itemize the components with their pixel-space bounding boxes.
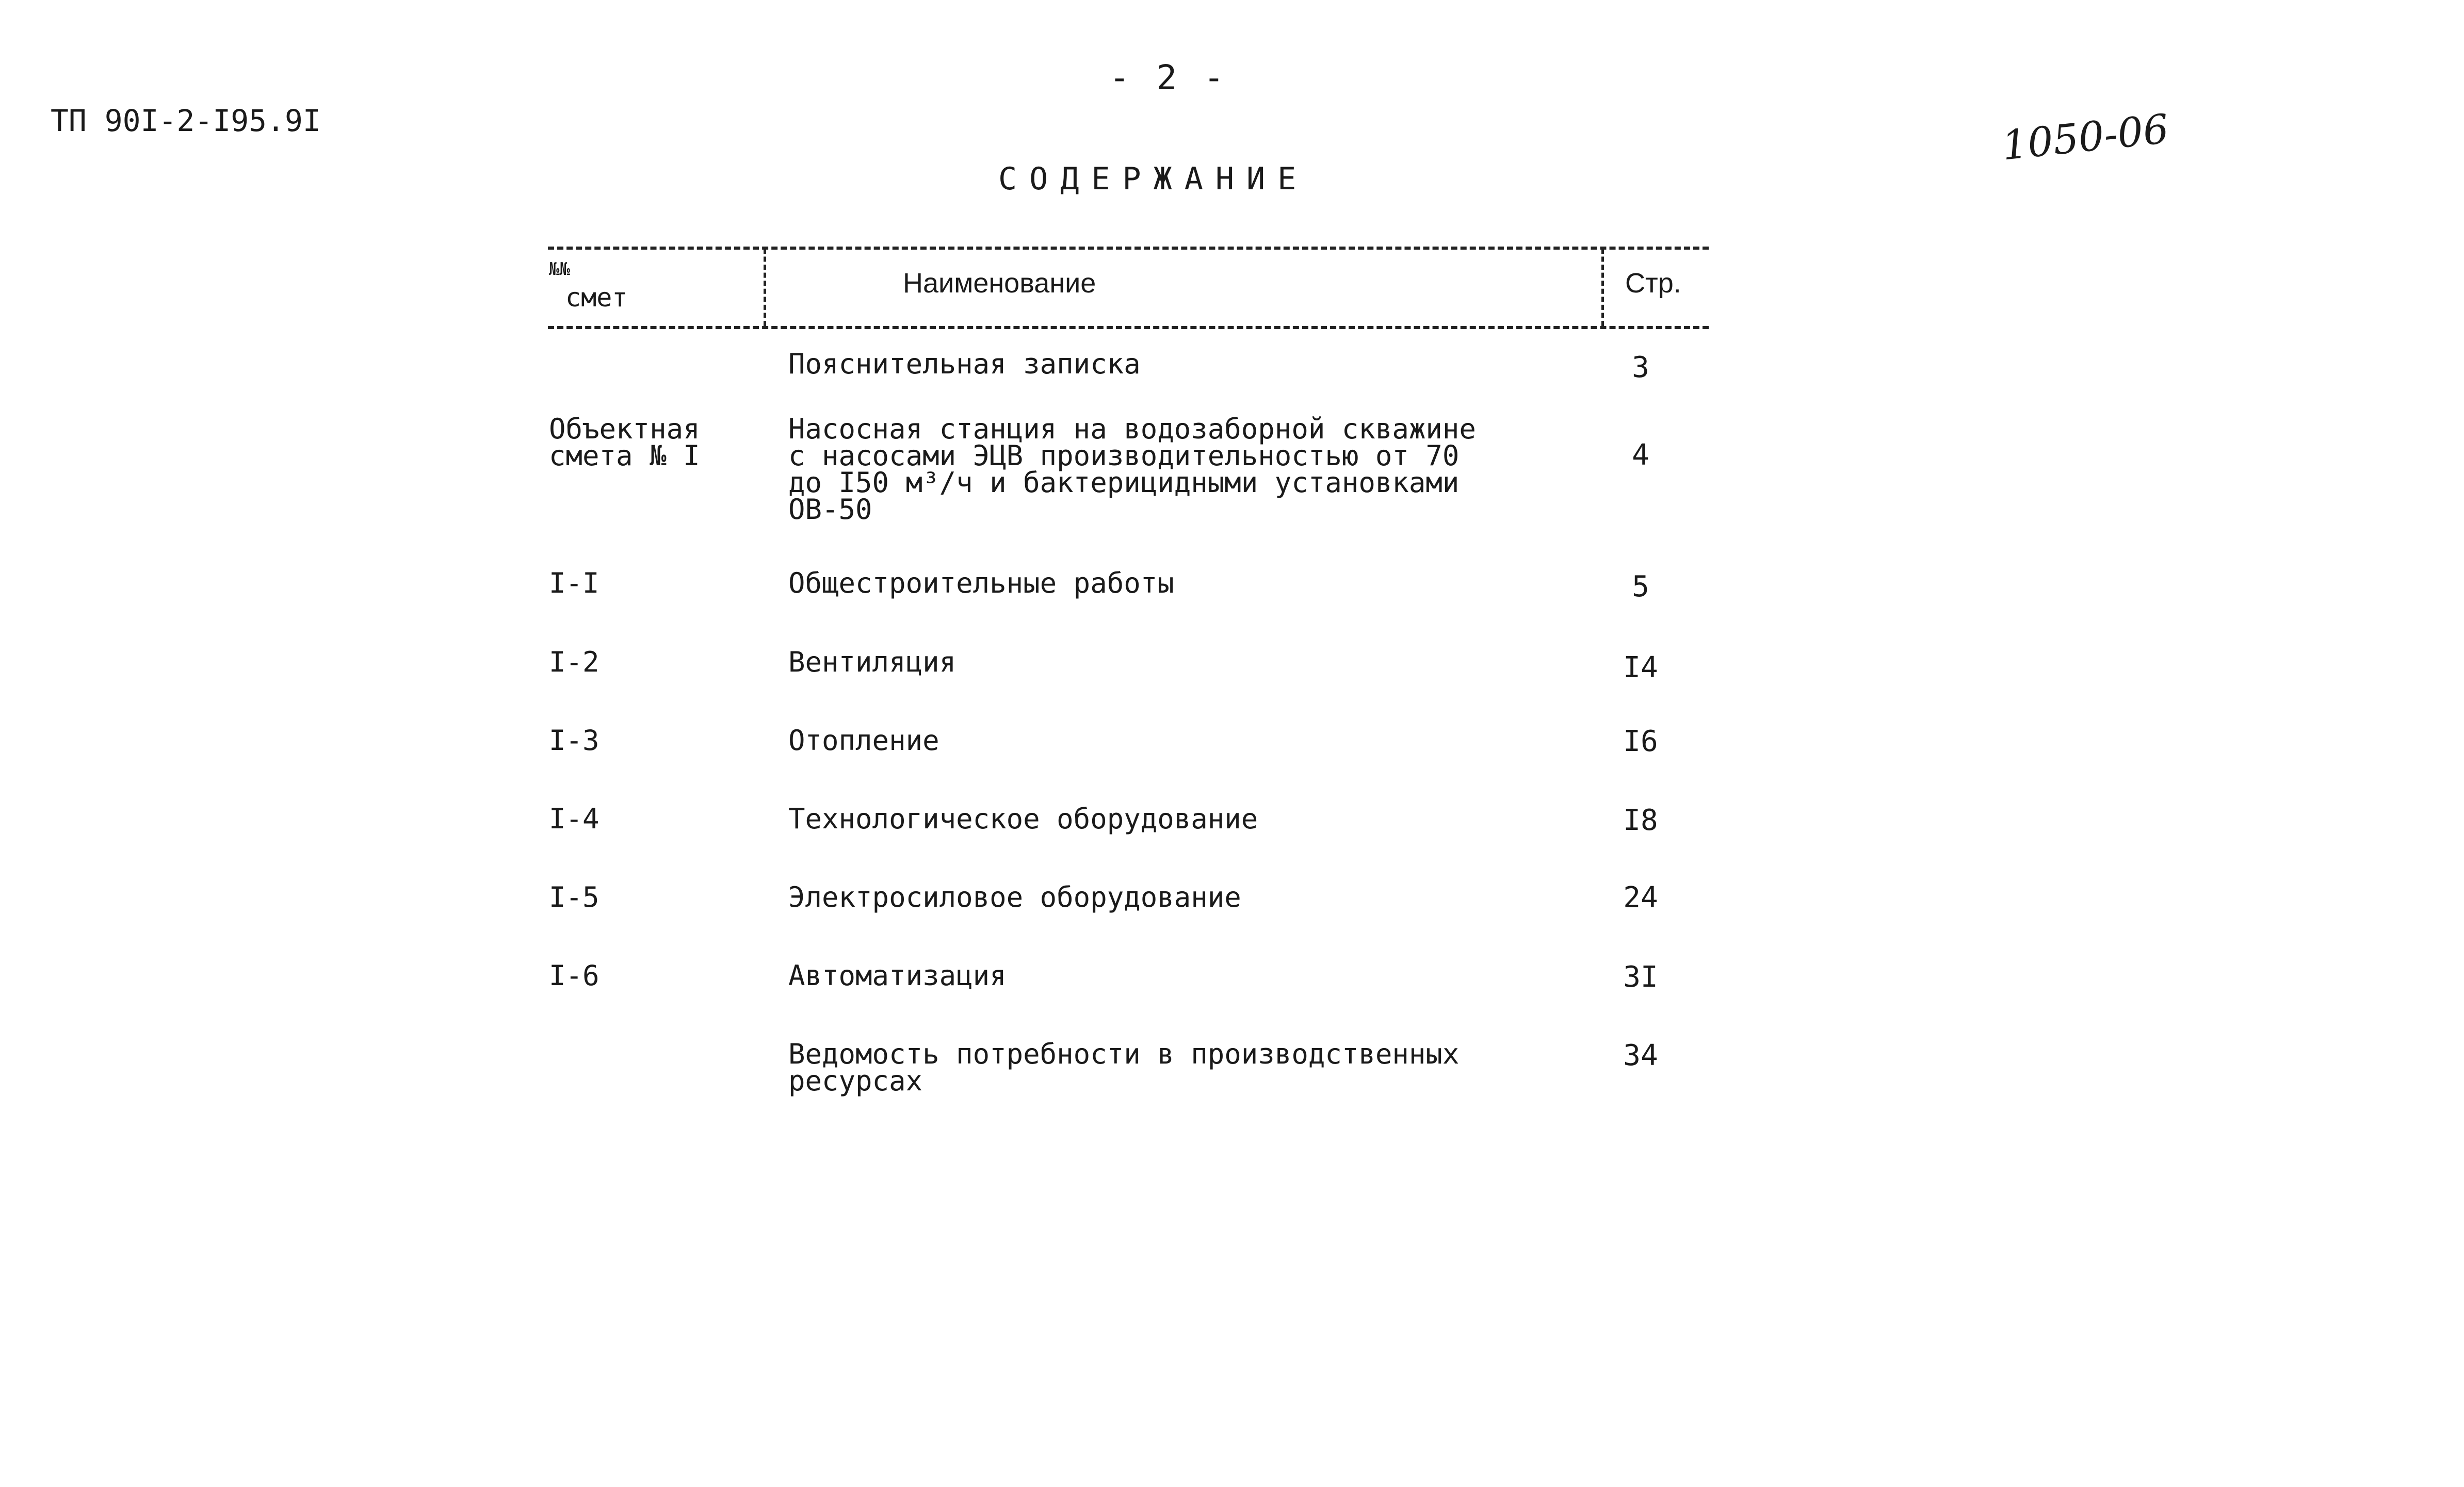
row-name: Отопление [788, 724, 939, 757]
row-code: I-6 [549, 959, 599, 992]
page-number: - 2 - [1109, 58, 1227, 97]
row-page: 3 [1632, 351, 1649, 384]
row-name: Насосная станция на водозаборной скважине с насосами ЭЦВ производительностью от 70 до I50 м³/ч и бактерицидными установками ОВ-50 [788, 413, 1476, 526]
row-name: Пояснительная записка [788, 348, 1141, 380]
row-page: 34 [1623, 1039, 1658, 1072]
row-name: Автоматизация [788, 959, 1007, 992]
row-code: I-I [549, 567, 599, 599]
column-divider [1601, 249, 1604, 326]
row-page: 3I [1623, 960, 1658, 994]
page-title: СОДЕРЖАНИЕ [998, 161, 1309, 197]
table-header-rule [548, 326, 1709, 329]
column-header-number: №№ [549, 259, 570, 280]
row-code: Объектная смета № I [549, 413, 700, 472]
document-code: ТП 90I-2-I95.9I [51, 103, 321, 138]
row-name: Общестроительные работы [788, 567, 1174, 599]
row-page: 5 [1632, 570, 1649, 603]
row-page: I4 [1623, 651, 1658, 684]
row-page: I8 [1623, 804, 1658, 837]
row-name: Технологическое оборудование [788, 803, 1258, 835]
column-divider [764, 249, 766, 326]
row-page: 24 [1623, 881, 1658, 914]
column-header-estimate: смет [565, 283, 628, 313]
handwritten-note: 1050-06 [2000, 106, 2171, 170]
column-header-name: Наименование [903, 268, 1096, 299]
row-page: I6 [1623, 725, 1658, 758]
row-code: I-5 [549, 881, 599, 913]
row-code: I-3 [549, 724, 599, 757]
row-code: I-2 [549, 646, 599, 678]
table-top-rule [548, 247, 1709, 250]
row-code: I-4 [549, 803, 599, 835]
row-name: Вентиляция [788, 646, 957, 678]
row-page: 4 [1632, 438, 1649, 472]
column-header-page: Стр. [1625, 268, 1681, 299]
row-name: Электросиловое оборудование [788, 881, 1241, 913]
row-name: Ведомость потребности в производственных ресурсах [788, 1038, 1460, 1097]
